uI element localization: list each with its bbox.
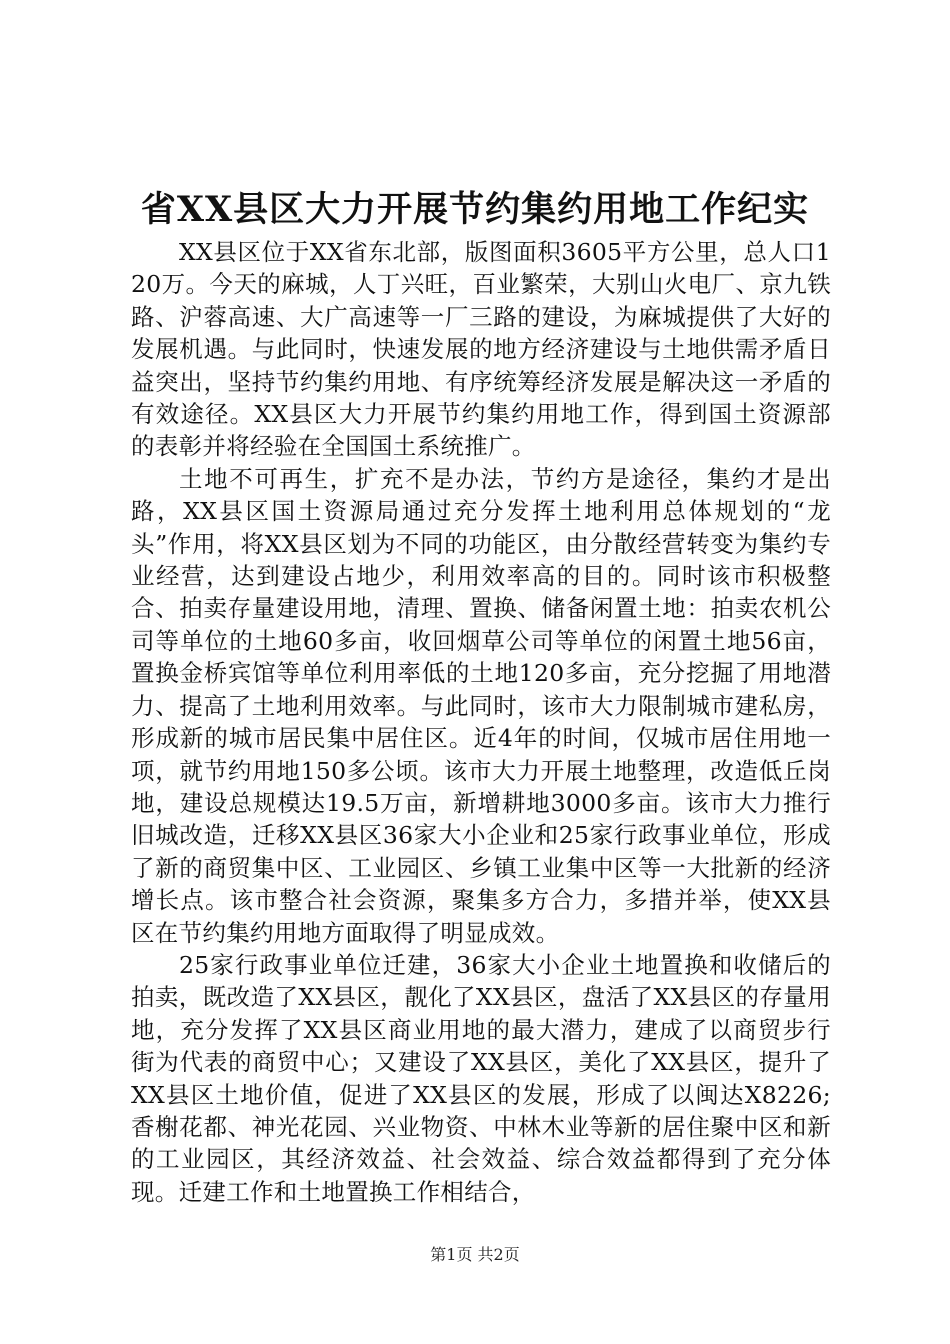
paragraph-1: XX县区位于XX省东北部，版图面积3605平方公里，总人口120万。今天的麻城，人丁兴旺，百业繁荣，大别山火电厂、京九铁路、沪蓉高速、大广高速等一厂三路的建设，为麻城提供了大好的发展机遇。与此同时，快速发展的地方经济建设与土地供需矛盾日益突出，坚持节约集约用地、有序统筹经济发展是解决这一矛盾的有效途径。XX县区大力开展节约集约用地工作，得到国土资源部的表彰并将经验在全国国土系统推广。 <box>131 238 831 461</box>
document-body <box>131 236 831 1208</box>
page-number-footer: 第1页 共2页 <box>430 1245 520 1264</box>
document-title: 省XX县区大力开展节约集约用地工作纪实 <box>140 189 810 230</box>
paragraph-3: 25家行政事业单位迁建，36家大小企业土地置换和收储后的拍卖，既改造了XX县区，靓化了XX县区，盘活了XX县区的存量用地，充分发挥了XX县区商业用地的最大潜力，建成了以商贸步行街为代表的商贸中心；又建设了XX县区，美化了XX县区，提升了XX县区土地价值，促进了XX县区的发展，形成了以闽达X8226;香榭花都、神光花园、兴业物资、中林木业等新的居住聚中区和新的工业园区，其经济效益、社会效益、综合效益都得到了充分体现。迁建工作和土地置换工作相结合， <box>131 950 831 1206</box>
paragraph-2: 土地不可再生，扩充不是办法，节约方是途径，集约才是出路，XX县区国土资源局通过充分发挥土地利用总体规划的“龙头”作用，将XX县区划为不同的功能区，由分散经营转变为集约专业经营，达到建设占地少，利用效率高的目的。同时该市积极整合、拍卖存量建设用地，清理、置换、储备闲置土地：拍卖农机公司等单位的土地60多亩，收回烟草公司等单位的闲置土地56亩，置换金桥宾馆等单位利用率低的土地120多亩，充分挖掘了用地潜力、提高了土地利用效率。与此同时，该市大力限制城市建私房，形成新的城市居民集中居住区。近4年的时间，仅城市居住用地一项，就节约用地150多公顷。该市大力开展土地整理，改造低丘岗地，建设总规模达19.5万亩，新增耕地3000多亩。该市大力推行旧城改造，迁移XX县区36家大小企业和25家行政事业单位，形成了新的商贸集中区、工业园区、乡镇工业集中区等一大批新的经济增长点。该市整合社会资源，聚集多方合力，多措并举，使XX县区在节约集约用地方面取得了明显成效。 <box>131 464 831 947</box>
